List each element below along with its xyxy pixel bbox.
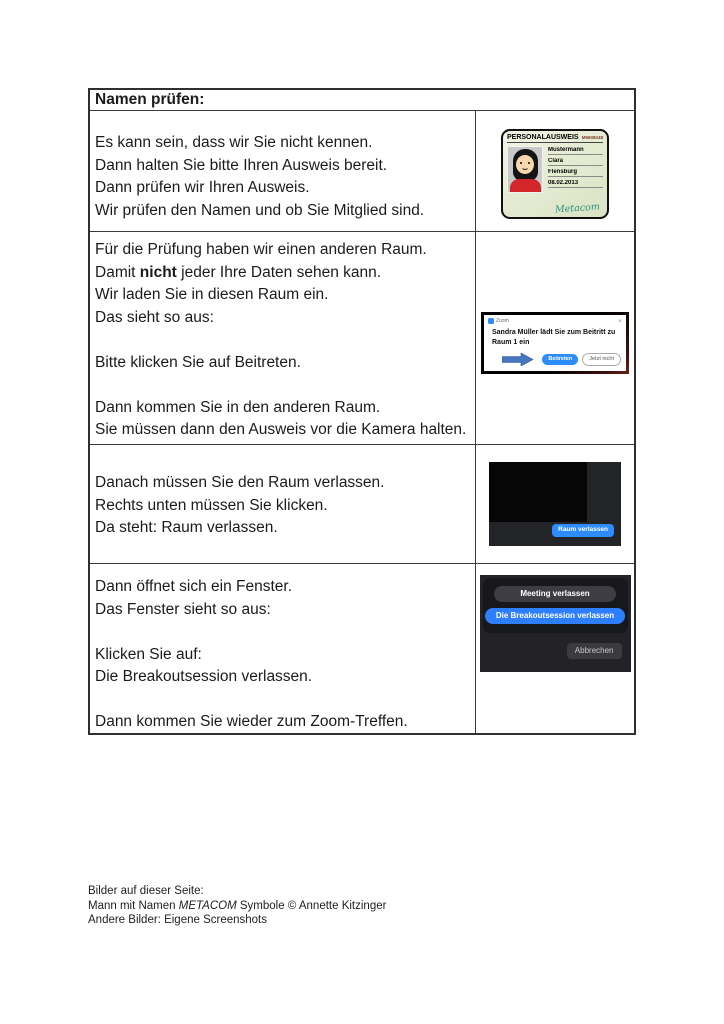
text-line	[95, 262, 471, 285]
invite-message-line: Sandra Müller lädt Sie zum Beitritt zu	[492, 329, 616, 336]
text-line: Dann kommen Sie in den anderen Raum.	[95, 398, 381, 416]
close-icon: ×	[618, 317, 622, 325]
meeting-verlassen-button: Meeting verlassen	[494, 586, 616, 602]
text-line: Dann öffnet sich ein Fenster.	[95, 578, 293, 595]
credits-line: Bilder auf dieser Seite:	[88, 885, 204, 897]
idcard-photo-avatar	[507, 146, 543, 193]
breakoutsession-verlassen-button: Die Breakoutsession verlassen	[485, 608, 625, 624]
text-line: Wir laden Sie in diesen Raum ein.	[95, 286, 329, 303]
image-credits	[88, 884, 386, 928]
text-line: Bitte klicken Sie auf Beitreten.	[95, 353, 301, 371]
text-segment: Symbole © Annette Kitzinger	[236, 899, 387, 912]
idcard-number: M6608248	[581, 135, 603, 140]
text-line: Sie müssen dann den Ausweis vor die Kamera halten.	[95, 421, 467, 438]
avatar-mouth	[521, 165, 529, 170]
zoom-logo-icon	[488, 318, 494, 324]
text-line: Das sieht so aus:	[95, 308, 214, 326]
table-header	[90, 90, 634, 110]
text-line: Dann halten Sie bitte Ihren Ausweis bereit.	[95, 156, 388, 174]
table-row	[90, 231, 634, 444]
jetzt-nicht-button: Jetzt nicht	[582, 353, 621, 367]
table-row	[90, 110, 634, 231]
row3-image-cell	[476, 445, 634, 563]
text-line: Klicken Sie auf:	[95, 645, 202, 663]
text-line: Die Breakoutsession verlassen.	[95, 668, 313, 685]
breakout-dialog-screenshot	[480, 575, 631, 672]
row4-image-cell	[476, 564, 634, 733]
text-line: Rechts unten müssen Sie klicken.	[95, 496, 328, 514]
text-segment: Damit	[95, 263, 140, 281]
credits-line	[88, 899, 386, 914]
text-segment: Mann mit Namen	[88, 899, 179, 912]
idcard-field-city: Flensburg	[548, 169, 603, 177]
breakout-dialog-panel	[483, 578, 628, 633]
idcard-title: PERSONALAUSWEIS	[507, 134, 579, 141]
text-line: Das Fenster sieht so aus:	[95, 600, 271, 618]
invite-message-line: Raum 1 ein	[492, 338, 530, 346]
idcard-field-surname: Mustermann	[548, 147, 603, 155]
leave-room-screenshot	[489, 462, 621, 546]
video-area	[489, 462, 587, 522]
page-title: Namen prüfen:	[95, 91, 205, 108]
zoom-invite-dialog	[484, 315, 626, 371]
dialog-titlebar	[484, 315, 626, 325]
zoom-invite-screenshot	[481, 312, 629, 374]
idcard-fields	[548, 146, 603, 193]
idcard-field-date: 08.02.2013	[548, 180, 603, 188]
instruction-table	[88, 88, 636, 735]
text-line: Es kann sein, dass wir Sie nicht kennen.	[95, 134, 373, 151]
app-name: Zoom	[496, 318, 509, 324]
avatar-face	[516, 155, 534, 174]
row1-text-cell	[90, 111, 476, 231]
table-row	[90, 563, 634, 733]
text-line: Für die Prüfung haben wir einen anderen Raum.	[95, 241, 427, 258]
row4-text-cell	[90, 564, 476, 733]
text-segment: jeder Ihre Daten sehen kann.	[176, 263, 382, 281]
invite-message	[484, 325, 626, 347]
text-line: Danach müssen Sie den Raum verlassen.	[95, 474, 385, 491]
idcard-body	[507, 146, 603, 193]
idcard-field-firstname: Clara	[548, 158, 603, 166]
row2-text-cell	[90, 232, 476, 444]
raum-verlassen-button: Raum verlassen	[552, 524, 614, 538]
beitreten-button: Beitreten	[542, 354, 578, 366]
idcard-signature: Metacom	[554, 201, 601, 216]
row1-image-cell	[476, 111, 634, 231]
text-line: Dann prüfen wir Ihren Ausweis.	[95, 179, 310, 196]
personalausweis-symbol-image	[501, 129, 609, 219]
text-segment-bold: nicht	[139, 263, 177, 281]
text-line: Wir prüfen den Namen und ob Sie Mitglied sind.	[95, 201, 425, 219]
avatar-shirt	[510, 179, 541, 193]
text-line: Da steht: Raum verlassen.	[95, 519, 278, 536]
dialog-actions	[502, 353, 621, 367]
row2-image-cell	[476, 232, 634, 444]
table-row	[90, 444, 634, 563]
credits-line: Andere Bilder: Eigene Screenshots	[88, 914, 267, 926]
row3-text-cell	[90, 445, 476, 563]
text-segment-italic: METACOM	[178, 899, 237, 912]
text-line: Dann kommen Sie wieder zum Zoom-Treffen.	[95, 713, 408, 730]
arrow-right-icon	[502, 353, 534, 366]
abbrechen-button: Abbrechen	[567, 643, 622, 659]
idcard-header	[507, 134, 603, 143]
